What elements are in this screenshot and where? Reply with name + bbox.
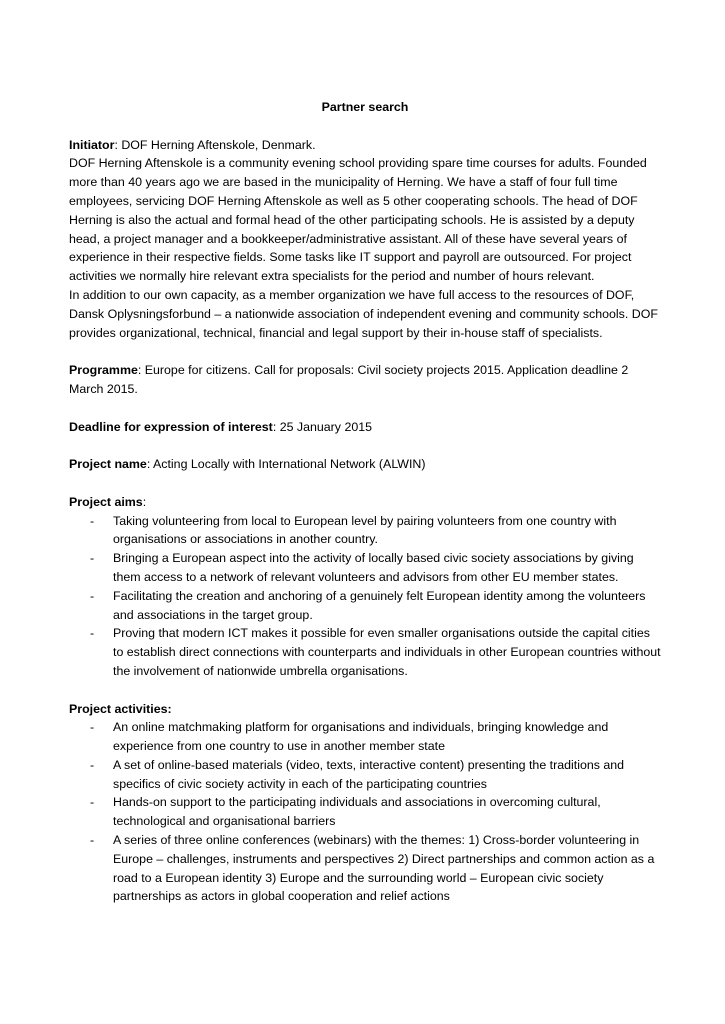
dash-bullet: - <box>90 626 95 641</box>
list-item <box>69 587 661 625</box>
project-aims-label: Project aims <box>69 494 143 509</box>
list-item-text: Taking volunteering from local to European level by pairing volunteers from one country with organisations or associations in another country. <box>113 513 617 547</box>
initiator-line <box>69 136 661 155</box>
initiator-description: DOF Herning Aftenskole is a community evening school providing spare time courses for adults. Founded more than 40 years ago we are based in the municipality of Herning. We have a staff of four full time employees, servicing DOF Herning Aftenskole as well as 5 other cooperating schools. The head of DOF Herning is also the actual and formal head of the other participating schools. He is assisted by a deputy head, a project manager and a bookkeeper/administrative assistant. All of these have several years of experience in their respective fields. Some tasks like IT support and payroll are outsourced. For project activities we normally hire relevant extra specialists for the period and number of hours relevant. <box>69 156 647 284</box>
project-activities-list <box>69 718 661 906</box>
dash-bullet: - <box>90 513 95 528</box>
project-aims-heading <box>69 493 661 512</box>
list-item <box>69 624 661 680</box>
list-item-text: A series of three online conferences (webinars) with the themes: 1) Cross-border volunteering in Europe – challenges, instruments and perspectives 2) Direct partnerships and common action as a road to a European identity 3) Europe and the surrounding world – European civic society partnerships as actors in global cooperation and relief actions <box>113 833 655 904</box>
deadline-value: : 25 January 2015 <box>272 419 373 434</box>
dash-bullet: - <box>90 757 95 772</box>
list-item <box>69 549 661 587</box>
dash-bullet: - <box>90 588 95 603</box>
project-activities-heading <box>69 700 661 719</box>
list-item-text: An online matchmaking platform for organisations and individuals, bringing knowledge and experience from one country to use in another member state <box>113 720 609 754</box>
list-item <box>69 831 661 906</box>
project-aims-suffix: : <box>142 494 147 509</box>
dash-bullet: - <box>90 833 95 848</box>
project-activities-label: Project activities: <box>69 701 172 716</box>
list-item-text: Facilitating the creation and anchoring of a genuinely felt European identity among the volunteers and associations in the target group. <box>113 588 646 622</box>
project-name-value: : Acting Locally with International Network (ALWIN) <box>146 457 426 472</box>
list-item-text: Proving that modern ICT makes it possible for even smaller organisations outside the capital cities to establish direct connections with counterparts and individuals in other European countries without the involvement of nationwide umbrella organisations. <box>113 626 661 678</box>
document-page <box>69 98 661 906</box>
list-item <box>69 512 661 550</box>
list-item-text: Bringing a European aspect into the activity of locally based civic society associations by giving them access to a network of relevant volunteers and advisors from other EU member states. <box>113 551 634 584</box>
page-title: Partner search <box>321 100 409 114</box>
spacer <box>69 342 661 361</box>
spacer <box>69 436 661 455</box>
project-name-label: Project name <box>69 457 147 472</box>
dash-bullet: - <box>90 720 95 735</box>
spacer <box>69 399 661 418</box>
list-item-text: A set of online-based materials (video, texts, interactive content) presenting the traditions and specifics of civic society activity in each of the participating countries <box>113 757 625 791</box>
list-item <box>69 718 661 756</box>
project-name-line <box>69 455 661 474</box>
spacer <box>69 681 661 700</box>
deadline-line <box>69 418 661 437</box>
deadline-label: Deadline for expression of interest <box>69 419 273 434</box>
programme-label: Programme <box>69 363 138 378</box>
project-aims-list <box>69 512 661 681</box>
dash-bullet: - <box>90 795 95 810</box>
dash-bullet: - <box>90 551 95 566</box>
dof-description: In addition to our own capacity, as a member organization we have full access to the resources of DOF, Dansk Oplysningsforbund – a nationwide association of independent evening and community schools. DOF provides organizational, technical, financial and legal support by their in-house staff of specialists. <box>69 287 658 340</box>
list-item-text: Hands-on support to the participating individuals and associations in overcoming cultural, technological and organisational barriers <box>113 795 601 829</box>
initiator-label: Initiator <box>69 137 115 152</box>
programme-value: : Europe for citizens. Call for proposals: Civil society projects 2015. Application deadline 2 March 2015. <box>69 363 629 396</box>
list-item <box>69 793 661 831</box>
list-item <box>69 756 661 794</box>
spacer <box>69 474 661 493</box>
programme-line <box>69 361 661 399</box>
initiator-value: : DOF Herning Aftenskole, Denmark. <box>114 137 316 152</box>
